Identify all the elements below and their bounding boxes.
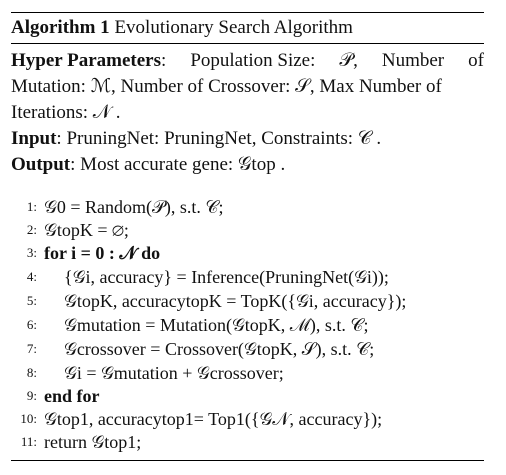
step-text: 𝒢i = 𝒢mutation + 𝒢crossover; <box>64 363 284 383</box>
line-number: 1: <box>26 199 37 214</box>
hyper-parameters-label: Hyper Parameters <box>11 50 162 71</box>
step-text: 𝒢mutation = Mutation(𝒢topK, ℳ), s.t. 𝒞; <box>64 315 369 335</box>
step-text: 𝒢0 = Random(𝒫), s.t. 𝒞; <box>44 197 224 217</box>
hyper-parameters-line-3: Iterations: 𝒩 . <box>11 102 121 123</box>
hp-token: of <box>468 50 484 71</box>
line-number: 11: <box>20 434 37 449</box>
output-line <box>11 152 484 178</box>
line-number: 4: <box>26 269 37 284</box>
step-text: {𝒢i, accuracy} = Inference(PruningNet(𝒢i)); <box>64 267 389 287</box>
step-text: 𝒢topK = ∅; <box>44 220 129 240</box>
step-text: 𝒢crossover = Crossover(𝒢topK, 𝒮), s.t. 𝒞; <box>64 339 375 359</box>
line-number: 3: <box>26 245 37 260</box>
hp-token: 𝒫, <box>339 50 358 71</box>
algorithm-header <box>11 48 484 178</box>
input-line <box>11 126 484 152</box>
step-text: 𝒢topK, accuracytopK = TopK({𝒢i, accuracy}); <box>64 291 407 311</box>
line-number: 10: <box>20 411 37 426</box>
hyper-parameters-line-2: Mutation: ℳ, Number of Crossover: 𝒮, Max Number of <box>11 76 442 97</box>
input-label: Input <box>11 128 57 149</box>
title-rule <box>11 43 484 44</box>
top-rule <box>11 12 484 13</box>
hp-token: Number <box>381 50 445 71</box>
hp-token: Population Size: <box>190 50 316 71</box>
algorithm-name: Evolutionary Search Algorithm <box>114 17 353 38</box>
line-number: 6: <box>26 317 37 332</box>
step-text: end for <box>44 386 100 406</box>
step-text: for i = 0 : 𝒩 do <box>44 243 161 263</box>
algorithm-title <box>11 17 353 39</box>
line-number: 8: <box>26 365 37 380</box>
line-number: 5: <box>26 293 37 308</box>
line-number: 7: <box>26 341 37 356</box>
line-number: 9: <box>26 388 37 403</box>
line-number: 2: <box>26 222 37 237</box>
hyper-parameters-line-1: Hyper Parameters: Population Size: 𝒫, Number of <box>11 48 484 74</box>
step-text: 𝒢top1, accuracytop1= Top1({𝒢𝒩, accuracy}); <box>44 409 383 429</box>
input-text: : PruningNet: PruningNet, Constraints: 𝒞 . <box>56 128 382 149</box>
bottom-rule <box>11 460 484 461</box>
output-label: Output <box>11 154 71 175</box>
algorithm-label: Algorithm 1 <box>11 17 110 38</box>
step-text: return 𝒢top1; <box>44 432 142 452</box>
output-text: : Most accurate gene: 𝒢top . <box>70 154 286 175</box>
